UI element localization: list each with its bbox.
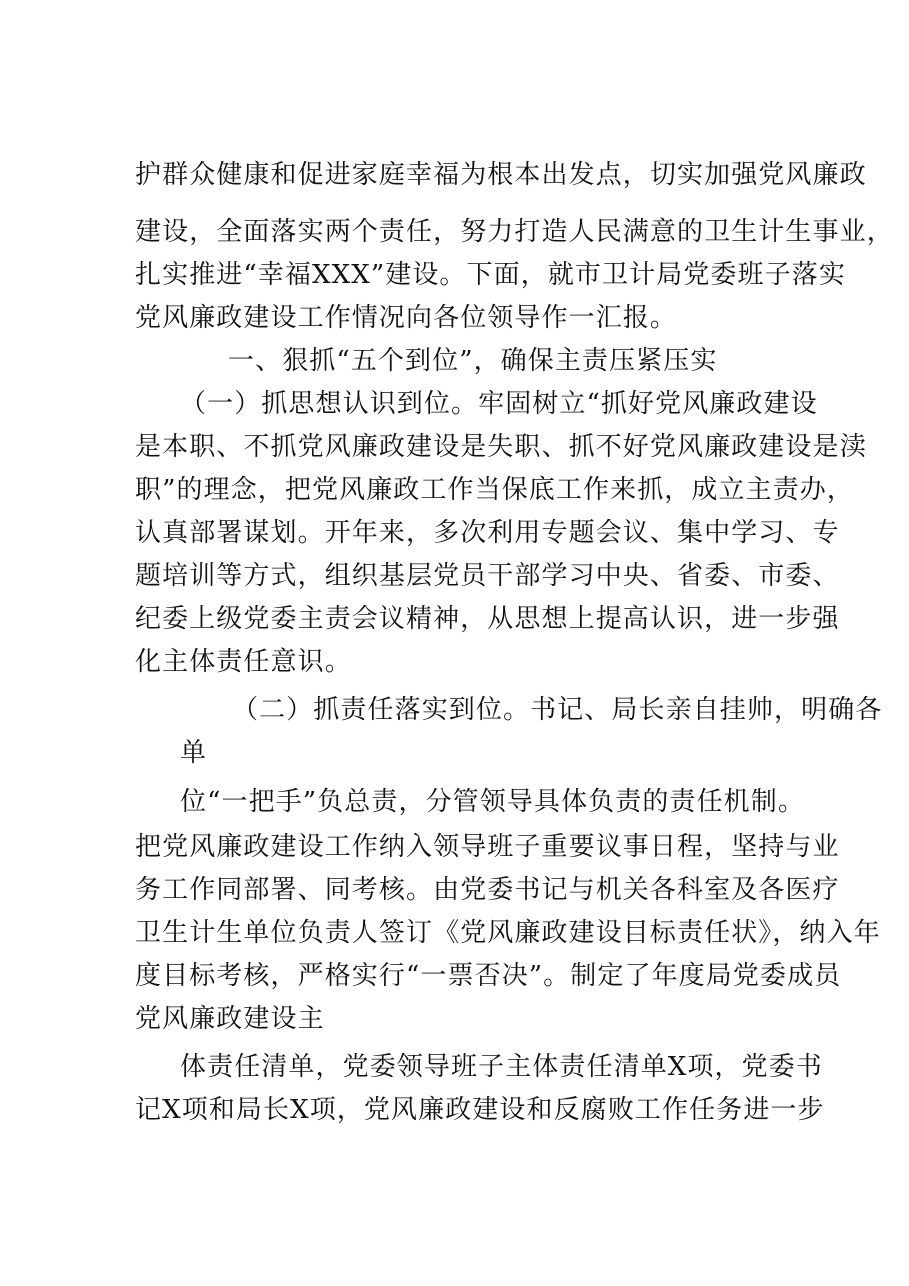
text-line: 护群众健康和促进家庭幸福为根本出发点，切实加强党风廉政 xyxy=(135,160,867,190)
text-line: 建设，全面落实两个责任，努力打造人民满意的卫生计生事业， xyxy=(135,217,894,247)
text-line: 题培训等方式，组织基层党员干部学习中央、省委、市委、 xyxy=(135,561,840,591)
paragraph-start: 位“一把手”负总责，分管领导具体负责的责任机制。 xyxy=(180,787,805,817)
text-line: 单 xyxy=(180,738,208,768)
text-line: 是本职、不抓党风廉政建设是失职、抓不好党风廉政建设是渎 xyxy=(135,432,867,462)
text-line: 记X项和局长X项，党风廉政建设和反腐败工作任务进一步 xyxy=(135,1095,825,1125)
paragraph-start: 体责任清单，党委领导班子主体责任清单X项，党委书 xyxy=(180,1052,823,1082)
text-line: 职”的理念，把党风廉政工作当保底工作来抓，成立主责办， xyxy=(135,475,854,505)
text-line: 认真部署谋划。开年来，多次利用专题会议、集中学习、专 xyxy=(135,518,840,548)
text-line: 务工作同部署、同考核。由党委书记与机关各科室及各医疗 xyxy=(135,875,840,905)
section-heading: 一、狠抓“五个到位”，确保主责压紧压实 xyxy=(228,346,718,376)
text-line: 度目标考核，严格实行“一票否决”。制定了年度局党委成员 xyxy=(135,961,842,991)
text-line: 卫生计生单位负责人签订《党风廉政建设目标责任状》，纳入年 xyxy=(135,918,881,948)
text-line: 纪委上级党委主责会议精神，从思想上提高认识，进一步强 xyxy=(135,604,840,634)
paragraph-start: （二）抓责任落实到位。书记、局长亲自挂帅，明确各 xyxy=(232,695,883,725)
text-line: 党风廉政建设主 xyxy=(135,1004,325,1034)
text-line: 扎实推进“幸福XXX”建设。下面，就市卫计局党委班子落实 xyxy=(135,260,846,290)
text-line: 化主体责任意识。 xyxy=(135,647,352,677)
text-line: 把党风廉政建设工作纳入领导班子重要议事日程，坚持与业 xyxy=(135,832,840,862)
text-line: 党风廉政建设工作情况向各位领导作一汇报。 xyxy=(135,303,678,333)
paragraph-start: （一）抓思想认识到位。牢固树立“抓好党风廉政建设 xyxy=(180,389,818,419)
